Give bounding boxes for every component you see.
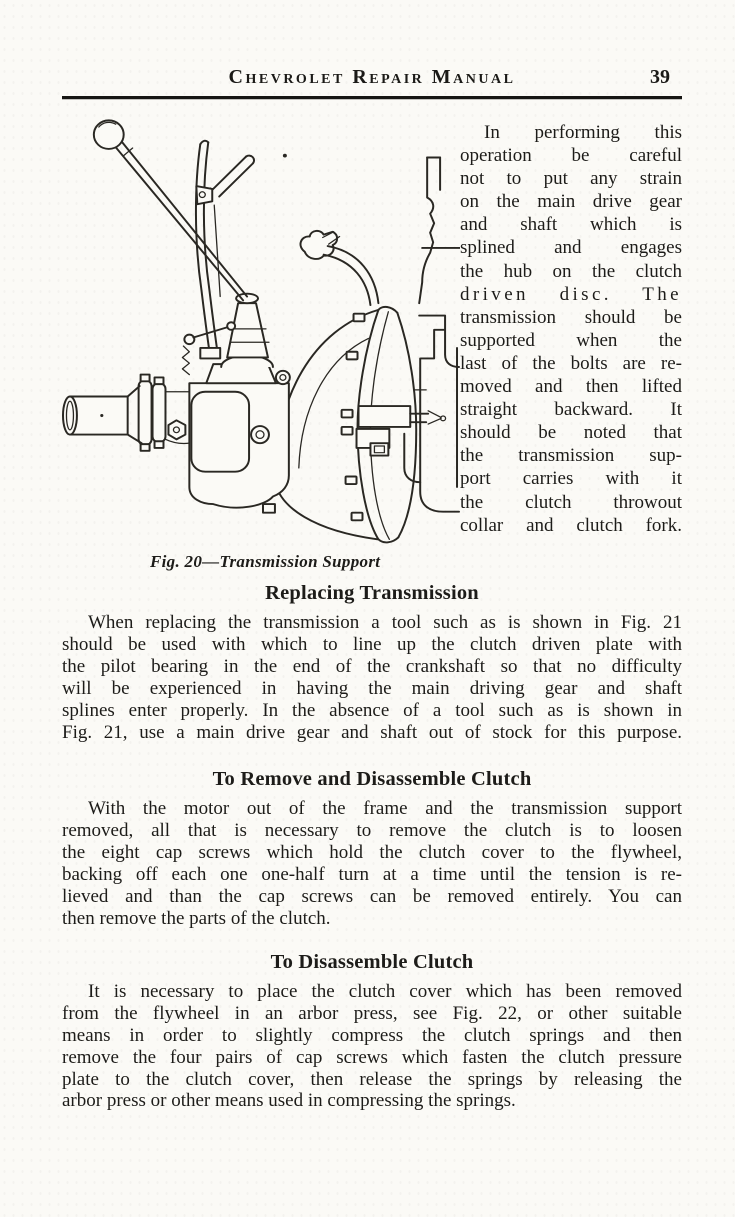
transmission-support-illustration (62, 108, 460, 546)
page-header (62, 0, 682, 99)
section-heading-disassemble-clutch: To Disassemble Clutch (270, 950, 474, 973)
text-line: When replacing the transmission a tool such as is shown in Fig. 21 (88, 612, 682, 633)
text-line: supported when the (460, 329, 682, 351)
text-line: means in order to slightly compress the clutch springs and then (62, 1024, 682, 1046)
page-number: 39 (650, 66, 670, 88)
text-line: will be experienced in having the main driving gear and shaft (62, 677, 682, 699)
text-line: With the motor out of the frame and the transmission support (88, 798, 682, 820)
text-line: splined and engages (460, 237, 682, 259)
text-line: from the flywheel in an arbor press, see Fig. 22, or other suitable (62, 1002, 682, 1024)
text-line: the eight cap screws which hold the clutch cover to the flywheel, (62, 842, 682, 864)
text-line: transmission should be (460, 306, 682, 328)
section-heading-remove-disassemble-clutch: To Remove and Disassemble Clutch (212, 768, 532, 791)
section-paragraph (62, 798, 682, 929)
section-disassemble-clutch (62, 951, 682, 1112)
speck-mark (283, 154, 287, 158)
text-line: should be noted that (460, 422, 682, 444)
gear-shift-lever (94, 120, 247, 300)
text-line: collar and clutch fork. (460, 514, 682, 536)
text-line: the hub on the clutch (460, 260, 682, 282)
text-line: plate to the clutch cover, then release the springs by releasing the (62, 1068, 682, 1090)
text-line: the pilot bearing in the end of the crankshaft so that no difficulty (62, 655, 682, 677)
text-line: and shaft which is (460, 214, 682, 236)
manual-title: Chevrolet Repair Manual (228, 66, 516, 88)
shift-tower-boot (221, 294, 273, 367)
section-heading-replacing-transmission: Replacing Transmission (265, 582, 479, 604)
section-paragraph (62, 981, 682, 1112)
text-line: In performing this (484, 122, 682, 143)
section-replacing-transmission (62, 582, 682, 743)
text-line: arbor press or other means used in compressing the springs. (62, 1090, 516, 1112)
text-line: on the main drive gear (460, 191, 682, 213)
text-line: lieved and than the cap screws can be removed entirely. You can (62, 886, 682, 908)
text-line: Fig. 21, use a main drive gear and shaft out of stock for this purpose. (62, 721, 682, 743)
text-line: then remove the parts of the clutch. (62, 907, 331, 929)
text-line: should be used with which to line up the clutch driven plate with (62, 633, 682, 655)
header-rule (62, 96, 682, 99)
section-remove-disassemble-clutch (62, 768, 682, 929)
text-line: straight backward. It (460, 399, 682, 421)
figure-caption: Fig. 20—Transmission Support (150, 552, 381, 571)
figure-and-intro-row (62, 108, 682, 572)
intro-paragraph-column (460, 108, 682, 572)
engine-block (404, 158, 460, 512)
text-line: the clutch throwout (460, 491, 682, 513)
text-line: operation be careful (460, 145, 682, 167)
text-line: removed, all that is necessary to remove the clutch is to loosen (62, 820, 682, 842)
text-line: port carries with it (460, 468, 682, 490)
text-line: not to put any strain (460, 168, 682, 190)
figure-block (62, 108, 460, 572)
text-line: the transmission sup- (460, 445, 682, 467)
text-line: remove the four pairs of cap screws which fasten the clutch pressure (62, 1046, 682, 1068)
text-line: moved and then lifted (460, 376, 682, 398)
transmission-case (189, 364, 289, 513)
output-shaft-universal-joint (63, 375, 189, 451)
page-content (62, 0, 682, 1112)
text-line: splines enter properly. In the absence of a tool such as is shown in (62, 699, 682, 721)
text-line: backing off each one one-half turn at a time until the tension is re- (62, 864, 682, 886)
clutch-release-rod (300, 231, 378, 305)
text-line: last of the bolts are re- (460, 352, 682, 374)
text-line: driven disc. The (460, 283, 682, 305)
section-paragraph (62, 612, 682, 743)
text-line: It is necessary to place the clutch cover which has been removed (88, 980, 682, 1002)
